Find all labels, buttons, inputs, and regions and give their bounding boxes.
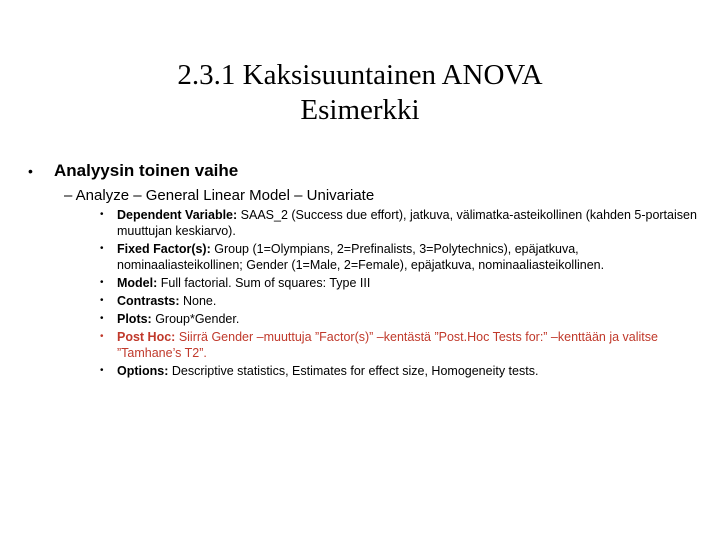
slide-title xyxy=(0,58,720,128)
item-label: Plots: xyxy=(117,312,152,326)
item-text: Group (1=Olympians, 2=Prefinalists, 3=Polytechnics), epäjatkuva, nominaaliasteikollinen; Gender (1=Male, 2=Female), epäjatkuva, nominaaliasteikollinen. xyxy=(117,242,605,272)
item-label: Fixed Factor(s): xyxy=(117,242,211,256)
item-text: Full factorial. Sum of squares: Type III xyxy=(157,276,371,290)
bullet-dot-icon: • xyxy=(100,243,104,254)
item-text: Group*Gender. xyxy=(151,312,240,326)
list-item-fixed-factors xyxy=(100,241,700,273)
list-item-model xyxy=(100,275,700,291)
item-text: Siirrä Gender –muuttuja ”Factor(s)” –kentästä ”Post.Hoc Tests for:” –kenttään ja valitse ”Tamhane’s T2”. xyxy=(117,330,658,360)
bullet-dot-icon: • xyxy=(100,331,104,342)
item-text: SAAS_2 (Success due effort), jatkuva, välimatka-asteikollinen (kahden 5-portaisen muuttujan keskiarvo). xyxy=(117,208,697,238)
item-label: Dependent Variable: xyxy=(117,208,238,222)
item-label: Contrasts: xyxy=(117,294,180,308)
list-item-plots xyxy=(100,311,700,327)
list-item-post-hoc xyxy=(100,329,700,361)
item-text: None. xyxy=(179,294,217,308)
list-item-contrasts xyxy=(100,293,700,309)
bullet-dot-icon: • xyxy=(100,209,104,220)
item-label: Post Hoc: xyxy=(117,330,176,344)
bullet-dot-icon: • xyxy=(100,313,104,324)
item-label: Options: xyxy=(117,364,169,378)
item-text: Descriptive statistics, Estimates for effect size, Homogeneity tests. xyxy=(168,364,539,378)
list-item-dependent-variable xyxy=(100,207,700,239)
slide-title-line-2: Esimerkki xyxy=(300,94,420,126)
bullet-level-1-text: Analyysin toinen vaihe xyxy=(54,161,239,180)
bullet-level-3-list xyxy=(100,207,700,381)
bullet-dot-icon: • xyxy=(100,365,104,376)
bullet-dot-icon: • xyxy=(28,163,33,179)
slide-title-line-1: 2.3.1 Kaksisuuntainen ANOVA xyxy=(177,59,543,91)
bullet-level-2-text: – Analyze – General Linear Model – Univariate xyxy=(64,187,375,204)
bullet-dot-icon: • xyxy=(100,295,104,306)
item-label: Model: xyxy=(117,276,158,290)
list-item-options xyxy=(100,363,700,379)
bullet-dot-icon: • xyxy=(100,277,104,288)
